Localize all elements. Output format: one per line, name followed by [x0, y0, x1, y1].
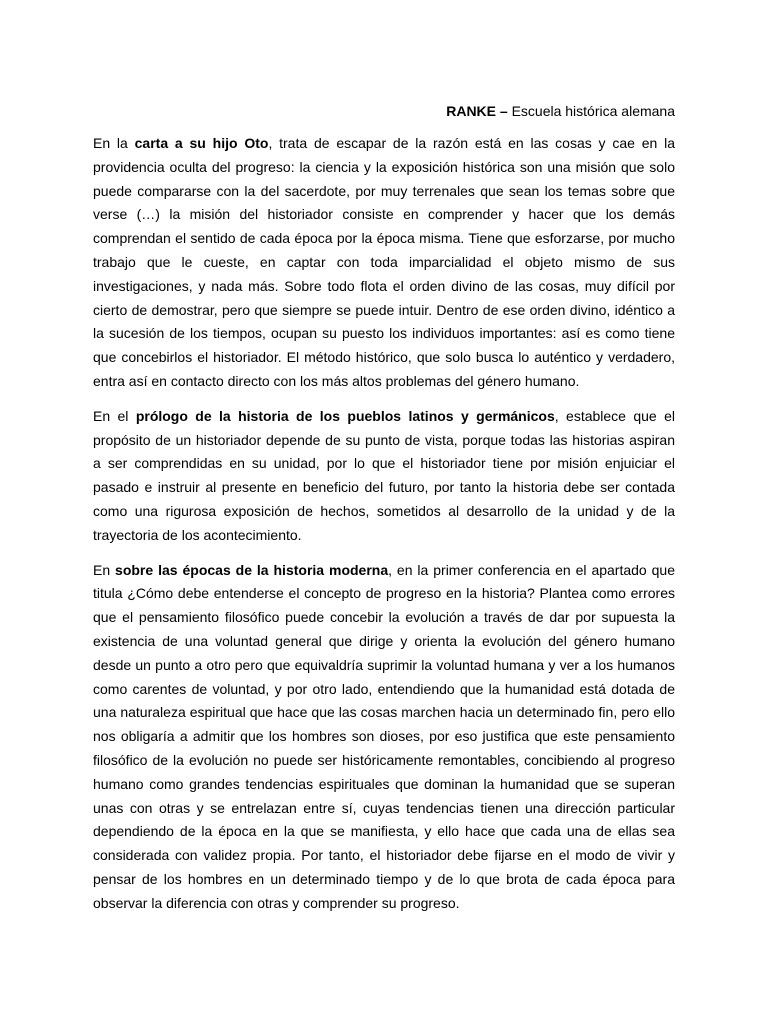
paragraph-prefix: En el: [93, 407, 136, 424]
heading-subtitle: Escuela histórica alemana: [507, 103, 675, 119]
paragraph-bold-title: sobre las épocas de la historia moderna: [115, 561, 389, 578]
paragraph-bold-title: carta a su hijo Oto: [134, 135, 269, 151]
document-page: [93, 99, 675, 927]
paragraph-prefix: En: [93, 561, 116, 578]
heading-author: RANKE –: [446, 103, 508, 119]
paragraph-epocas: [93, 559, 675, 916]
paragraph-carta: [93, 132, 675, 394]
paragraph-prologo: [93, 405, 675, 548]
paragraph-bold-title: prólogo de la historia de los pueblos latinos y germánicos: [135, 407, 555, 424]
document-heading: [93, 99, 675, 123]
paragraph-prefix: En la: [93, 135, 135, 151]
paragraph-text: , establece que el propósito de un historiador depende de su punto de vista, porque todas las historias aspiran a ser comprendidas en su unidad, por lo que el historiador tiene por misión enjuiciar el pasado e instruir al presente en beneficio del futuro, por tanto la historia debe ser contada como una rigurosa exposición de hechos, sometidos al desarrollo de la unidad y de la trayectoria de los acontecimiento.: [93, 407, 676, 543]
paragraph-text: , en la primer conferencia en el apartado que titula ¿Cómo debe entenderse el concepto de progreso en la historia? Plantea como errores que el pensamiento filosófico puede concebir la evolución a través de dar por supuesta la existencia de una voluntad general que dirige y orienta la evolución del género humano desde un punto a otro pero que equivaldría suprimir la voluntad humana y ver a los humanos como carentes de voluntad, y por otro lado, entendiendo que la humanidad está dotada de una naturaleza espiritual que hace que las cosas marchen hacia un determinado fin, pero ello nos obligaría a admitir que los hombres son dioses, por eso justifica que este pensamiento filosófico de la evolución no puede ser históricamente remontables, concibiendo al progreso humano como grandes tendencias espirituales que dominan la humanidad que se superan unas con otras y se entrelazan entre sí, cuyas tendencias tienen una dirección particular dependiendo de la época en la que se manifiesta, y ello hace que cada una de ellas sea considerada con validez propia. Por tanto, el historiador debe fijarse en el modo de vivir y pensar de los hombres en un determinado tiempo y de lo que brota de cada época para observar la diferencia con otras y comprender su progreso.: [93, 561, 676, 911]
paragraph-text: , trata de escapar de la razón está en las cosas y cae en la providencia oculta del progreso: la ciencia y la exposición histórica son una misión que solo puede compararse con la del sacerdote, por muy terrenales que sean los temas sobre que verse (…) la misión del historiador consiste en comprender y hacer que los demás comprendan el sentido de cada época por la época misma. Tiene que esforzarse, por mucho trabajo que le cueste, en captar con toda imparcialidad el objeto mismo de sus investigaciones, y nada más. Sobre todo flota el orden divino de las cosas, muy difícil por cierto de demostrar, pero que siempre se puede intuir. Dentro de ese orden divino, idéntico a la sucesión de los tiempos, ocupan su puesto los individuos importantes: así es como tiene que concebirlos el historiador. El método histórico, que solo busca lo auténtico y verdadero, entra así en contacto directo con los más altos problemas del género humano.: [93, 135, 675, 389]
